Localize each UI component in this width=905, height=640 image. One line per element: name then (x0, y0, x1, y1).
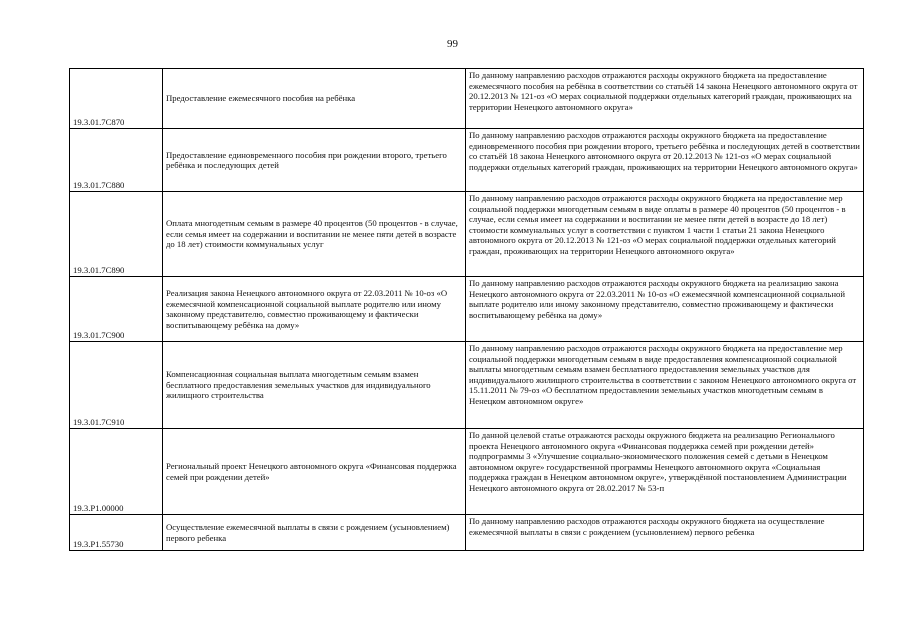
target-article-description: По данному направлению расходов отражаются расходы окружного бюджета на предоставление мер социальной поддержки многодетным семьям в виде оплаты в размере 40 процентов (50 процентов - в случае, если семья имеет на содержании и воспитании не менее пяти детей в возрасте до 18 лет) стоимости коммунальных услуг в соответствии с пунктом 1 части 1 статьи 21 закона Ненецкого автономного округа от 20.12.2013 № 121-оз «О мерах социальной поддержки отдельных категорий граждан, проживающих на территории Ненецкого автономного округа» (466, 192, 864, 277)
target-article-code: 19.3.P1.55730 (70, 515, 163, 551)
target-article-description: По данному направлению расходов отражаются расходы окружного бюджета на осуществление ежемесячной выплаты в связи с рождением (усыновлением) первого ребенка (466, 515, 864, 551)
target-article-description: По данному направлению расходов отражаются расходы окружного бюджета на предоставление единовременного пособия при рождении второго, третьего ребёнка и последующих детей в соответствии со статьёй 18 закона Ненецкого автономного округа от 20.12.2013 № 121-оз «О мерах социальной поддержки отдельных категорий граждан, проживающих на территории Ненецкого автономного округа» (466, 129, 864, 192)
target-article-name: Региональный проект Ненецкого автономного округа «Финансовая поддержка семей при рождении детей» (163, 429, 466, 515)
table-row (70, 515, 864, 551)
target-article-code: 19.3.01.7С870 (70, 69, 163, 129)
target-article-name: Реализация закона Ненецкого автономного округа от 22.03.2011 № 10-оз «О ежемесячной компенсационной социальной выплате родителю или иному законному представителю, совместно проживающему и фактически воспитывающему ребёнка на дому» (163, 277, 466, 342)
target-article-description: По данному направлению расходов отражаются расходы окружного бюджета на предоставление мер социальной поддержки многодетным семьям в виде предоставления компенсационной социальной выплаты многодетным семьям взамен бесплатного предоставления земельных участков для индивидуального жилищного строительства в соответствии с законом Ненецкого автономного округа от 15.11.2011 № 79-оз «О бесплатном предоставлении земельных участков многодетным семьям в Ненецком автономном округе» (466, 342, 864, 429)
table-row (70, 342, 864, 429)
target-article-code: 19.3.01.7С910 (70, 342, 163, 429)
target-article-name: Компенсационная социальная выплата многодетным семьям взамен бесплатного предоставления земельных участков для индивидуального жилищного строительства (163, 342, 466, 429)
table-row (70, 129, 864, 192)
target-article-name: Предоставление единовременного пособия при рождении второго, третьего ребёнка и последующих детей (163, 129, 466, 192)
target-article-code: 19.3.01.7С900 (70, 277, 163, 342)
target-article-name: Предоставление ежемесячного пособия на ребёнка (163, 69, 466, 129)
target-article-code: 19.3.01.7С890 (70, 192, 163, 277)
table-row (70, 277, 864, 342)
page-number: 99 (447, 38, 458, 50)
target-article-description: По данному направлению расходов отражаются расходы окружного бюджета на реализацию закона Ненецкого автономного округа от 22.03.2011 № 10-оз «О ежемесячной компенсационной социальной выплате родителю или иному законному представителю, совместно проживающему и фактически воспитывающему ребёнка на дому» (466, 277, 864, 342)
target-article-code: 19.3.P1.00000 (70, 429, 163, 515)
target-article-description: По данному направлению расходов отражаются расходы окружного бюджета на предоставление ежемесячного пособия на ребёнка в соответствии со статьёй 14 закона Ненецкого автономного округа от 20.12.2013 № 121-оз «О мерах социальной поддержки отдельных категорий граждан, проживающих на территории Ненецкого автономного округа» (466, 69, 864, 129)
table-row (70, 429, 864, 515)
target-article-code: 19.3.01.7С880 (70, 129, 163, 192)
target-article-description: По данной целевой статье отражаются расходы окружного бюджета на реализацию Регионального проекта Ненецкого автономного округа «Финансовая поддержка семей при рождении детей» подпрограммы 3 «Улучшение социально-экономического положения семей с детьми в Ненецком автономном округе» государственной программы Ненецкого автономного округа «Социальная поддержка граждан в Ненецком автономном округе», утверждённой постановлением Администрации Ненецкого автономного округа от 28.02.2017 № 53-п (466, 429, 864, 515)
budget-classification-table (69, 68, 864, 551)
table-row (70, 192, 864, 277)
target-article-name: Осуществление ежемесячной выплаты в связи с рождением (усыновлением) первого ребенка (163, 515, 466, 551)
table-row (70, 69, 864, 129)
target-article-name: Оплата многодетным семьям в размере 40 процентов (50 процентов - в случае, если семья имеет на содержании и воспитании не менее пяти детей в возрасте до 18 лет) стоимости коммунальных услуг (163, 192, 466, 277)
